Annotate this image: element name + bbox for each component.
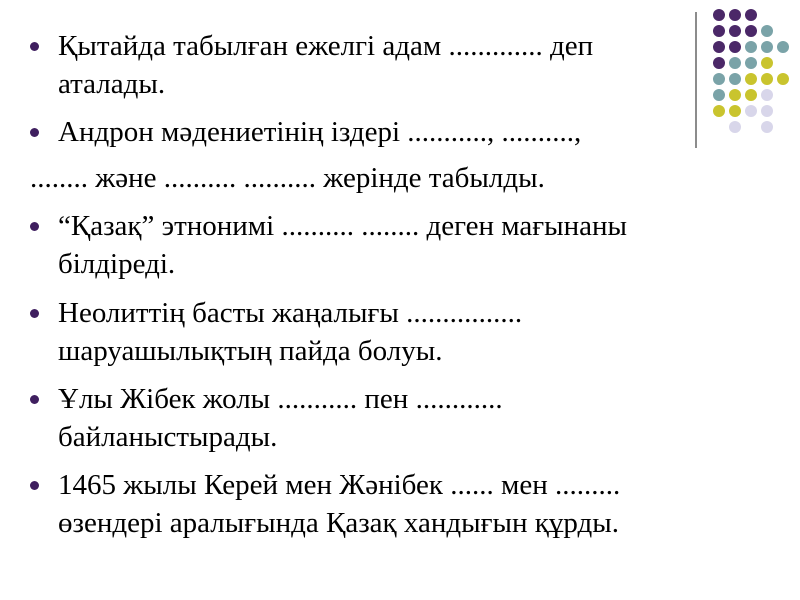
list-item-line: 1465 жылы Керей мен Жәнібек ...... мен ......... — [58, 469, 621, 501]
bullet-icon — [30, 309, 39, 318]
list-item-line: Ұлы Жібек жолы ........... пен ............ — [58, 383, 503, 415]
list-item-line: Андрон мәдениетінің іздері ..........., .........., — [58, 116, 582, 148]
list-item-line: аталады. — [58, 68, 166, 100]
bullet-icon — [30, 128, 39, 137]
list-item-line: Неолиттің басты жаңалығы ................ — [58, 297, 523, 329]
bullet-icon — [30, 222, 39, 231]
list-item-line: білдіреді. — [58, 248, 176, 280]
list-item-line: Қытайда табылған ежелгі адам ............. деп — [58, 30, 594, 62]
list-item-line: байланыстырады. — [58, 421, 278, 453]
bullet-icon — [30, 42, 39, 51]
list-item-line: “Қазақ” этнонимі .......... ........ деген мағынаны — [58, 210, 628, 242]
bullet-icon — [30, 395, 39, 404]
bullet-icon — [30, 481, 39, 490]
list-item-line: өзендері аралығында Қазақ хандығын құрды. — [58, 507, 619, 539]
list-item-line: ........ және .......... .......... жерінде табылды. — [30, 162, 545, 194]
list-item-line: шаруашылықтың пайда болуы. — [58, 335, 443, 367]
